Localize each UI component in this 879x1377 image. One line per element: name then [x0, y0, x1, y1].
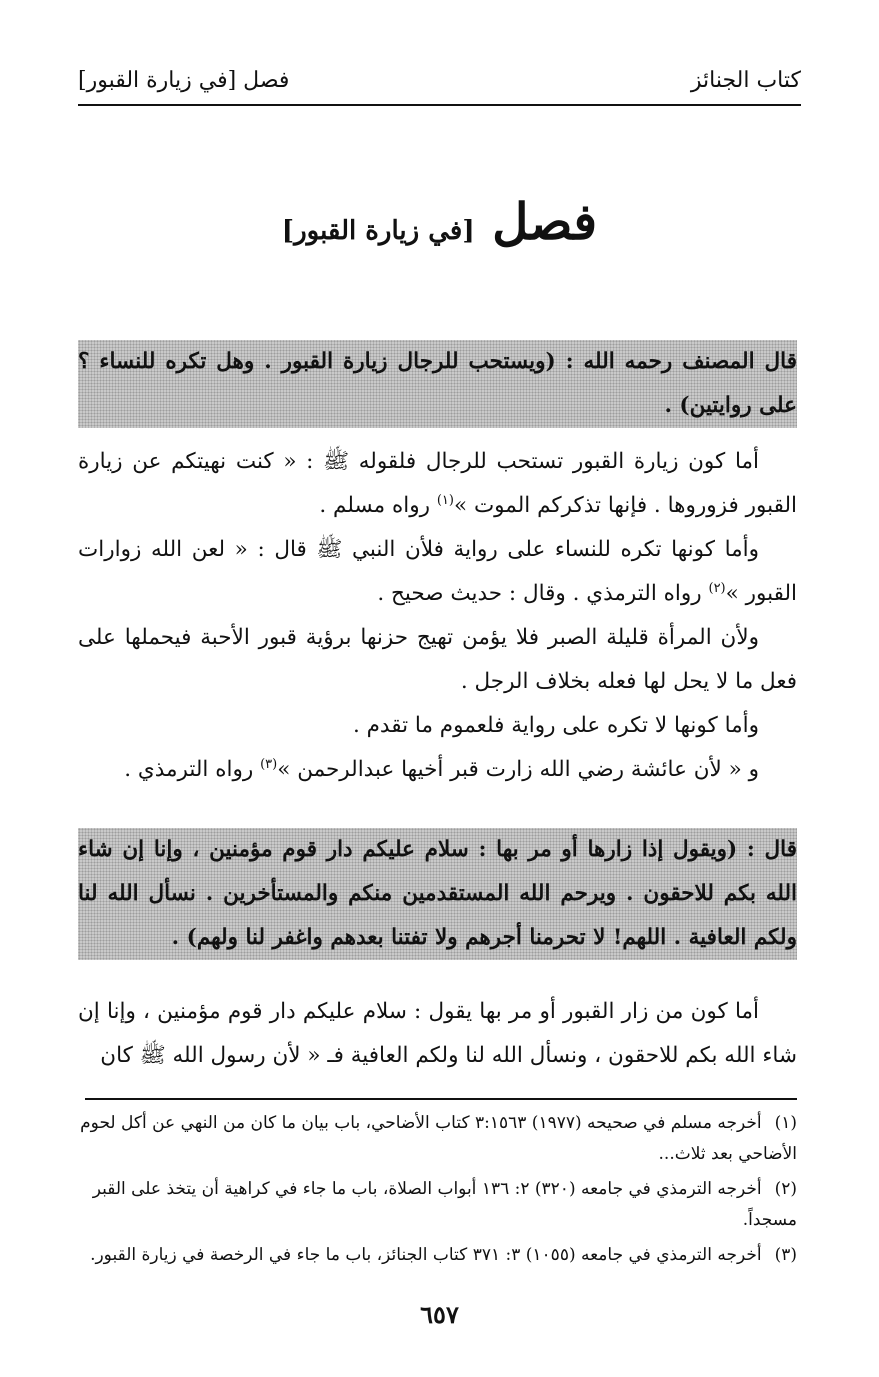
- shaded-quote-block-2: [78, 828, 797, 960]
- footnote-text: أخرجه مسلم في صحيحه (١٩٧٧) ٣:١٥٦٣ كتاب الأضاحي، باب بيان ما كان من النهي عن أكل لحوم الأضاحي بعد ثلاث...: [80, 1113, 797, 1164]
- chapter-title: [78, 192, 801, 252]
- footnotes: [78, 1108, 797, 1275]
- header-book-title: كتاب الجنائز: [690, 67, 801, 93]
- commentary-block-1: [78, 440, 797, 792]
- paragraph-2-tail: رواه الترمذي . وقال : حديث صحيح .: [377, 581, 709, 606]
- footnote-2: [78, 1174, 797, 1236]
- chapter-title-bracketed: [في زيارة القبور]: [281, 216, 475, 246]
- footnote-ref-2: (٢): [708, 580, 726, 596]
- paragraph-5-text: و « لأن عائشة رضي الله زارت قبر أخيها عبدالرحمن »: [277, 757, 759, 782]
- paragraph-1: [78, 440, 797, 528]
- paragraph-4: وأما كونها لا تكره على رواية فلعموم ما تقدم .: [352, 713, 759, 738]
- paragraph-1-text: أما كون زيارة القبور تستحب للرجال فلقوله ﷺ : « كنت نهيتكم عن زيارة القبور فزوروها . فإنها تذكركم الموت »: [78, 449, 797, 518]
- footnote-text: أخرجه الترمذي في جامعه (١٠٥٥) ٣: ٣٧١ كتاب الجنائز، باب ما جاء في الرخصة في زيارة القبور.: [90, 1245, 762, 1265]
- footnote-number: (٢): [774, 1179, 797, 1199]
- footnote-ref-1: (١): [436, 492, 454, 508]
- paragraph-1-tail: رواه مسلم .: [319, 493, 437, 518]
- page-number: ٦٥٧: [420, 1300, 459, 1329]
- paragraph-3: ولأن المرأة قليلة الصبر فلا يؤمن تهيج حزنها برؤية قبور الأحبة فيحملها على فعل ما لا يحل لها فعله بخلاف الرجل .: [78, 625, 797, 694]
- running-header: [78, 58, 801, 102]
- footnote-1: [78, 1108, 797, 1170]
- footnote-separator: [85, 1098, 797, 1100]
- chapter-title-main: فصل: [492, 192, 598, 251]
- author-statement-1: قال المصنف رحمه الله : (ويستحب للرجال زيارة القبور . وهل تكره للنساء ؟ على روايتين) .: [78, 349, 797, 418]
- footnote-number: (٣): [774, 1245, 797, 1265]
- header-chapter-title: فصل [في زيارة القبور]: [78, 67, 290, 93]
- paragraph-2-text: وأما كونها تكره للنساء على رواية فلأن النبي ﷺ قال : « لعن الله زوارات القبور »: [78, 537, 797, 606]
- footnote-3: [78, 1240, 797, 1271]
- author-statement-2: قال : (ويقول إذا زارها أو مر بها : سلام عليكم دار قوم مؤمنين ، وإنا إن شاء الله بكم للاحقون . ويرحم الله المستقدمين منكم والمستأخرين . نسأل الله لنا ولكم العافية . اللهم! لا تحرمنا أجرهم ولا تفتنا بعدهم واغفر لنا ولهم) .: [78, 837, 797, 950]
- paragraph-6: أما كون من زار القبور أو مر بها يقول : سلام عليكم دار قوم مؤمنين ، وإنا إن شاء الله بكم للاحقون ، ونسأل الله لنا ولكم العافية فـ « لأن رسول الله ﷺ كان: [78, 999, 797, 1068]
- footnote-ref-3: (٣): [260, 756, 278, 772]
- shaded-quote-block-1: [78, 340, 797, 428]
- footnote-number: (١): [774, 1113, 797, 1133]
- commentary-block-2: [78, 990, 797, 1078]
- paragraph-2: [78, 528, 797, 616]
- paragraph-5: [78, 748, 797, 792]
- footnote-text: أخرجه الترمذي في جامعه (٣٢٠) ٢: ١٣٦ أبواب الصلاة، باب ما جاء في كراهية أن يتخذ على القبر مسجداً.: [92, 1179, 797, 1230]
- paragraph-5-tail: رواه الترمذي .: [124, 757, 261, 782]
